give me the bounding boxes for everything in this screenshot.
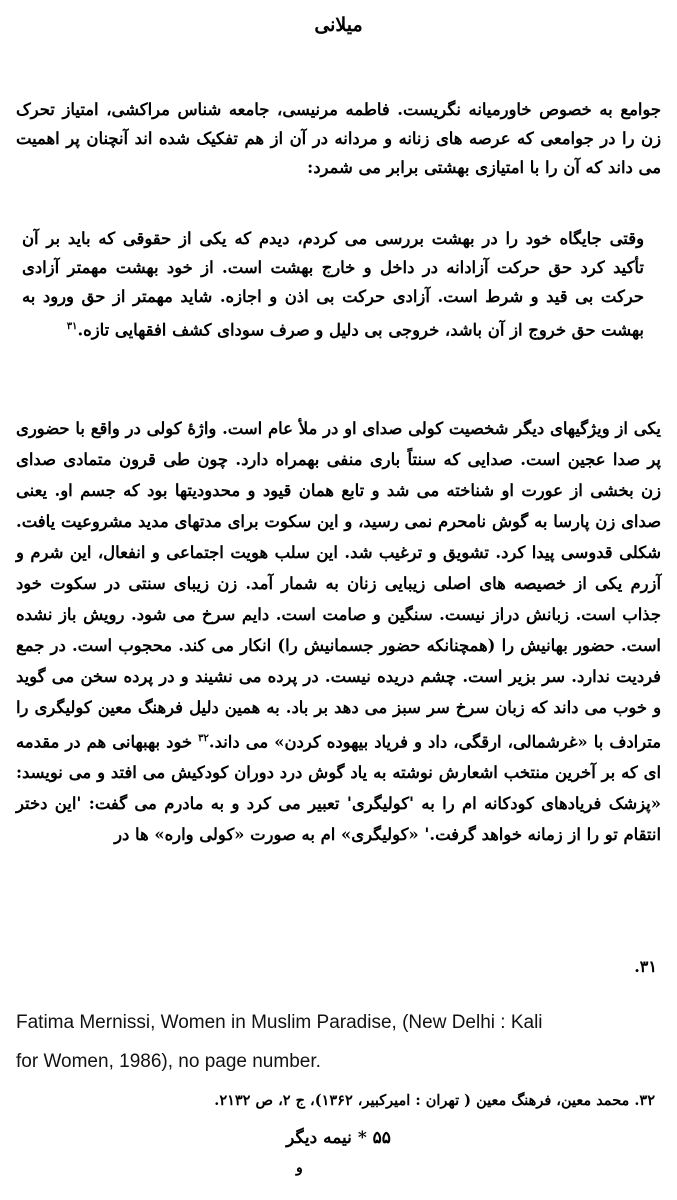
footnote-ref-31: ۳۱ <box>66 320 78 332</box>
paragraph-1: جوامع به خصوص خاورمیانه نگریست. فاطمه مرنیسی، جامعه شناس مراکشی، امتیاز تحرک زن را در جوامعی که عرصه های زنانه و مردانه در آن از هم تفکیک شده اند آنچنان پر اهمیت می داند که آن را با امتیازی بهشتی برابر می شمرد: <box>16 100 661 178</box>
page-number: ۵۵ <box>372 1128 391 1148</box>
footer-separator: * <box>357 1128 367 1148</box>
page-title: میلانی <box>314 14 363 36</box>
paragraph-2-part-a: یکی از ویژگیهای دیگر شخصیت کولی صدای او در ملأ عام است. واژهٔ کولی در واقع با حضوری پر صدا عجین است. صدایی که سنتاً باری منفی بهمراه دارد. چون طی قرون متمادی صدای زن بخشی از عورت او شناخته می شد و تابع همان قیود و محدودیتها بود که جسم او. یعنی صدای زن پارسا به گوش نامحرم نمی رسید، و این سکوت برای مدتهای مدید مشروعیت یافت. شکلی قدوسی پیدا کرد. تشویق و ترغیب شد. این سلب هویت اجتماعی و انفعال، این شرم و آزرم یکی از خصیصه های اصلی زیبایی زنان به شمار آمد. زن زیبای سنتی در سکوت خود جذاب است. زبانش دراز نیست. سنگین و صامت است. دایم سرخ می شود. رویش باز نشده است. حضور بهانیش را (همچنانکه حضور جسمانیش را) انکار می کند. محجوب است. در جمع فردیت ندارد. سر بزیر است. چشم دریده نیست. در پرده می نشیند و در پرده سخن می گوید و خوب می داند که زبان سرخ سر سبز می دهد بر باد. به همین دلیل فرهنگ معین کولیگری را مترادف با «غرشمالی، ارقگی، داد و فریاد بیهوده کردن» می داند. <box>16 419 661 752</box>
journal-name: نیمه دیگر <box>286 1128 352 1148</box>
block-quote <box>22 224 644 344</box>
paragraph-2-part-b: خود بهبهانی هم در مقدمه ای که بر آخرین منتخب اشعارش نوشته به یاد گوش درد دوران کودکیش می افتد و می نویسد: «پزشک فریادهای کودکانه ام را به 'کولیگری' تعبیر می کرد و به مادرم می گفت: 'این دختر انتقام تو را از زمانه خواهد گرفت.' «کولیگری» ام به صورت «کولی واره» ها در <box>16 732 661 845</box>
footnote-32: ۳۲. محمد معین، فرهنگ معین ( تهران : امیرکبیر، ۱۳۶۲)، ج ۲، ص ۲۱۳۲. <box>214 1092 655 1109</box>
quote-text: وقتی جایگاه خود را در بهشت بررسی می کردم، دیدم که یکی از حقوقی که باید بر آن تأکید کرد حق حرکت آزادانه در داخل و خارج بهشت است. از خود بهشت مهمتر آزادی حرکت بی قید و شرط است. آزادی حرکت بی اذن و اجازه. شاید مهمتر از حق ورود به بهشت حق خروج از آن باشد، خروجی بی دلیل و صرف سودای کشف افقهایی تازه. <box>22 229 644 340</box>
paragraph-2 <box>16 413 661 850</box>
footer-mark: و <box>296 1160 303 1176</box>
footnote-31-label: .۳۱ <box>634 957 657 976</box>
footnote-31-citation-line-2: for Women, 1986), no page number. <box>16 1051 321 1072</box>
footnote-31-citation-line-1: Fatima Mernissi, Women in Muslim Paradise, (New Delhi : Kali <box>16 1012 543 1033</box>
page-footer <box>0 1128 677 1148</box>
footnote-ref-32: ۳۲ <box>198 733 209 744</box>
